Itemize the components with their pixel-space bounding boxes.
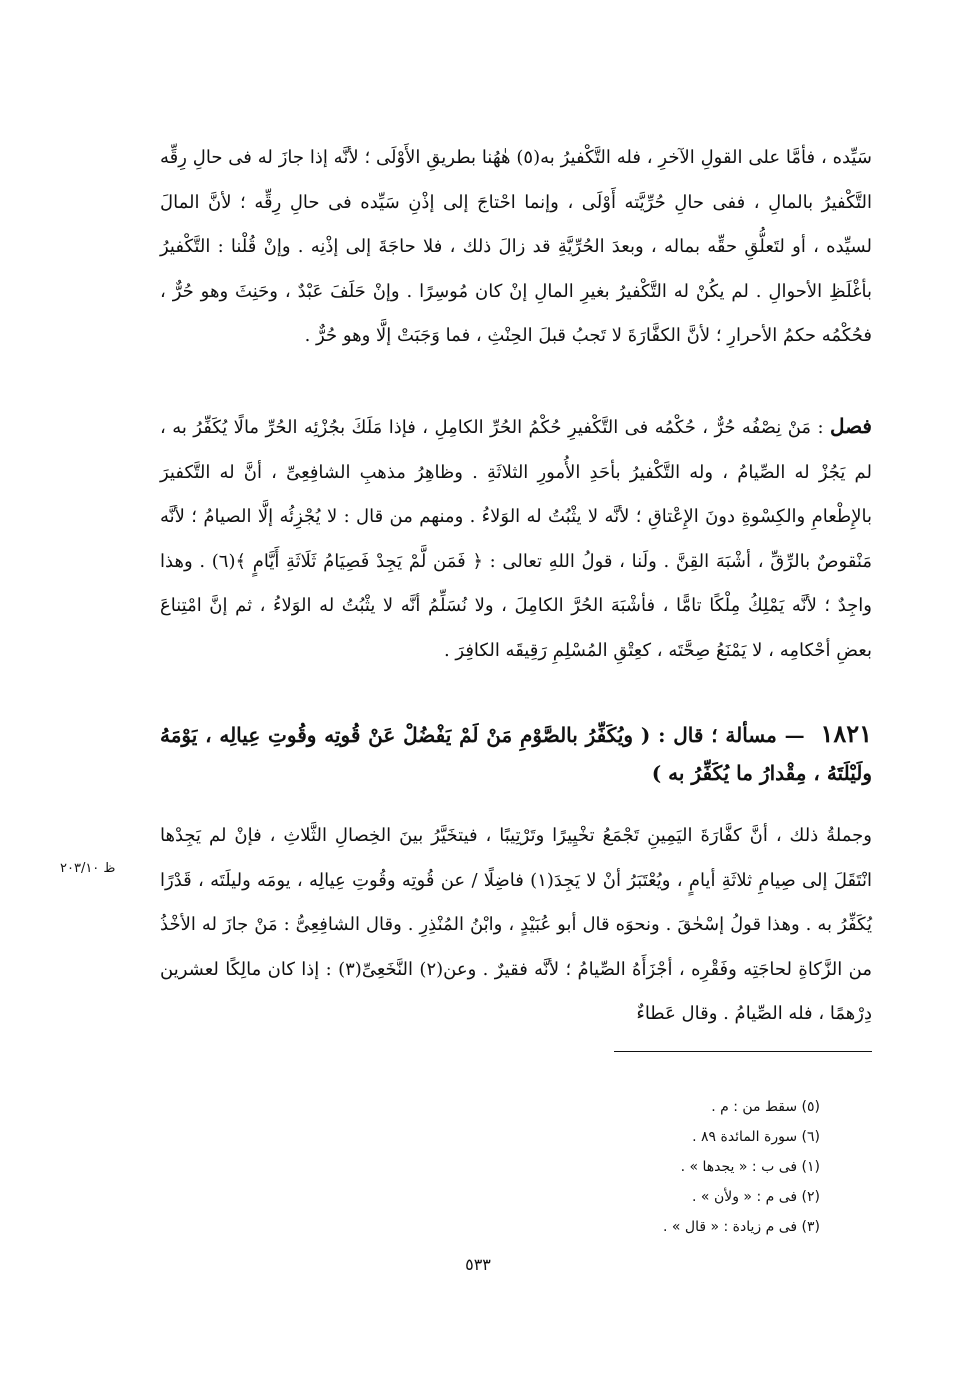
footnote-separator (614, 1051, 872, 1052)
paragraph-opening: سَيِّده ، فأمَّا على القولِ الآخرِ ، فله التَّكْفيرُ به(٥) هٰهُنا بطريقِ الأَوْلَى ؛ لأنَّه إذا جازَ له فى حالِ رِقِّه التَّكْفيرُ بالمالِ ، ففى حالِ حُرِّيَّته أَوْلَى ، وإنما احْتاجَ إلى إذْنِ سَيِّده فى حالِ رِقِّه ؛ لأنَّ المالَ لسيِّده ، أو لتَعلُّقِ حقِّه بماله ، وبعدَ الحُرِّيَّةِ قد زالَ ذلك ، فلا حاجَةَ إلى إذْنِه . وإنْ قُلْنا : التَّكْفيرُ بأغْلَظِ الأحوالِ . لم يكُنْ له التَّكْفيرُ بغيرِ المالِ إنْ كان مُوسِرًا . وإنْ حَلَفَ عَبْدٌ ، وحَنِثَ وهو حُرٌّ ، فحُكْمُه حكمُ الأحرارِ ؛ لأنَّ الكفَّارَةَ لا تَجبُ قبلَ الحِنْثِ ، فما وَجَبَتْ إلَّا وهو حُرٌّ . (160, 147, 872, 346)
footnote-2: (٢) فى م : « ولأن » . (692, 1189, 820, 1205)
paragraph-explanation: وجملةُ ذلك ، أنَّ كفَّارَةَ اليَمِينِ تَجْمَعُ تخْيِيرًا وتَرْتِيبًا ، فيتخَيَّرُ بينَ الخِصالِ الثَّلاثِ ، فإنْ لم يَجِدْها انْتَقَلَ إلى صِيامِ ثلاثَةِ أيامٍ ، ويُعْتَبَرُ أنْ لا يَجِدَ(١) فاضِلًا / عن قُوتِه وقُوتِ عِيالِه ، يومَه وليلَتَه ، قَدْرًا يُكَفِّرُ به . وهذا قولُ إسْحٰقَ . ونحوَه قال أبو عُبَيْدٍ ، وابْنُ المُنْذِرِ . وقال الشافِعِىُّ : مَنْ جازَ له الأخْذُ من الزَّكاةِ لحاجَتِه وفَقْرِه ، أجْزَأَهُ الصِّيامُ ؛ لأنَّه فقيرٌ . وعن(٢) النَّخَعِىِّ(٣) : إذا كان مالِكًا لعشرين دِرْهمًا ، فله الصِّيامُ . وقال عَطاءٌ (160, 825, 872, 1024)
margin-reference: ظ ٢٠٣/١٠ (60, 861, 116, 876)
issue-number: ١٨٢١ (820, 719, 872, 748)
footnote-5: (٥) سقط من : م . (711, 1099, 820, 1115)
fasl-heading: فصل (829, 414, 872, 438)
fasl-section (160, 404, 872, 673)
fasl-text: : مَنْ نِصْفُه حُرٌّ ، حُكْمُه فى التَّكْفيرِ حُكْمُ الحُرِّ الكامِلِ ، فإذا مَلَكَ بجُزْئِه الحُرِّ مالًا يُكَفِّرُ به ، لم يَجُزْ له الصِّيامُ ، وله التَّكْفيرُ بأحَدِ الأُمورِ الثلاثَةِ . وظاهِرُ مذهبِ الشافِعِىِّ ، أنَّ له التَّكفيرَ بالإِطْعامِ والكِسْوةِ دونَ الإِعْتاقِ ؛ لأنَّه لا يثْبُتُ له الوَلاءُ . ومنهم من قال : لا يُجْزِئُه إلَّا الصيامُ ؛ لأنَّه مَنْقوصٌ بالرِّقِّ ، أشْبَهَ القِنَّ . ولَنا ، قولُ اللهِ تعالى : ﴿ فَمَن لَّمْ يَجِدْ فَصِيَامُ ثَلَاثَةِ أَيَّامٍ ﴾(٦) . وهذا واجِدٌ ؛ لأنَّه يَمْلِكُ مِلْكًا تامًّا ، فأشْبَهَ الحُرَّ الكامِلَ ، ولا نُسَلِّمُ أنَّه لا يثْبُتُ له الوَلاءُ ، ثم إنَّ امْتِناعَ بعضِ أحْكامِه ، لا يَمْنَعُ صِحَّتَه ، كعِتْقِ المُسْلِمِ رَقِيقَه الكافِرَ . (160, 417, 873, 661)
issue-heading (160, 715, 872, 792)
footnote-6: (٦) سورة المائدة ٨٩ . (692, 1129, 820, 1145)
footnote-1: (١) فى ب : « يجدها » . (680, 1159, 820, 1175)
footnotes (400, 1092, 820, 1242)
footnote-3: (٣) فى م زيادة : « قال » . (662, 1219, 820, 1235)
page-number: ٥٣٣ (465, 1255, 491, 1274)
issue-text: — مسألة ؛ قال : ( ويُكَفِّرُ بالصَّوْمِ مَنْ لَمْ يَفْضُلْ عَنْ قُوتِه وقُوتِ عِيالِه ، يَوْمَهُ ولَيْلَتَهُ ، مِقْدارُ ما يُكَفِّرُ به ) (160, 723, 872, 785)
